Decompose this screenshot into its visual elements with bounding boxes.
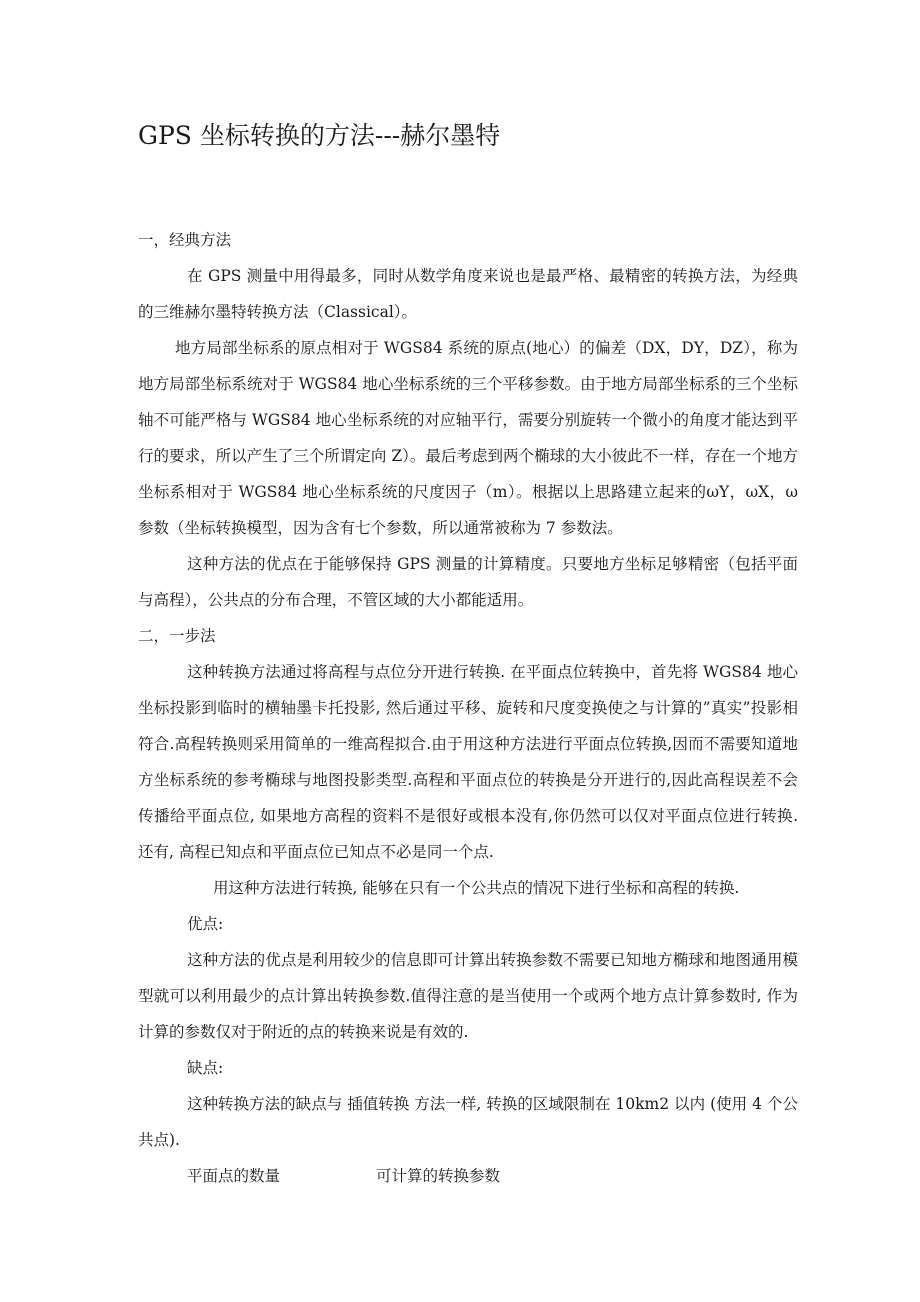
section-heading-one-step: 二，一步法	[138, 627, 216, 645]
section-heading-classical: 一，经典方法	[138, 231, 232, 249]
table-header-point-count: 平面点的数量	[187, 1167, 281, 1185]
table-header-parameters: 可计算的转换参数	[376, 1167, 501, 1185]
paragraph-classical-advantage: 这种方法的优点在于能够保持 GPS 测量的计算精度。只要地方坐标足够精密（包括平面与高程），公共点的分布合理，不管区域的大小都能适用。	[138, 555, 798, 609]
paragraph-classical-parameters: 地方局部坐标系的原点相对于 WGS84 系统的原点(地心）的偏差（DX，DY，DZ），称为地方局部坐标系统对于 WGS84 地心坐标系统的三个平移参数。由于地方局部坐标系的三个坐标轴不可能严格与 WGS84 地心坐标系统的对应轴平行，需要分别旋转一个微小的角度才能达到平行的要求，所以产生了三个所谓定向 Z）。最后考虑到两个椭球的大小彼此不一样，存在一个地方坐标系相对于 WGS84 地心坐标系统的尺度因子（m）。根据以上思路建立起来的ωY，ωX，ω参数（坐标转换模型，因为含有七个参数，所以通常被称为 7 参数法。	[138, 339, 798, 537]
table-header-row	[138, 1158, 798, 1194]
cons-label: 缺点:	[187, 1059, 224, 1077]
document-title: GPS 坐标转换的方法---赫尔墨特	[138, 121, 501, 150]
paragraph-classical-intro: 在 GPS 测量中用得最多，同时从数学角度来说也是最严格、最精密的转换方法，为经典的三维赫尔墨特转换方法（Classical）。	[138, 267, 798, 321]
pros-label: 优点:	[187, 915, 224, 933]
paragraph-one-step-single-point: 用这种方法进行转换, 能够在只有一个公共点的情况下进行坐标和高程的转换.	[213, 879, 740, 897]
paragraph-one-step-description: 这种转换方法通过将高程与点位分开进行转换. 在平面点位转换中，首先将 WGS84 地心坐标投影到临时的横轴墨卡托投影, 然后通过平移、旋转和尺度变换使之与计算的”真实”投影相符合.高程转换则采用简单的一维高程拟合.由于用这种方法进行平面点位转换,因而不需要知道地方坐标系统的参考椭球与地图投影类型.高程和平面点位的转换是分开进行的,因此高程误差不会传播给平面点位, 如果地方高程的资料不是很好或根本没有,你仍然可以仅对平面点位进行转换. 还有, 高程已知点和平面点位已知点不必是同一个点.	[138, 663, 798, 861]
paragraph-cons: 这种转换方法的缺点与 插值转换 方法一样, 转换的区域限制在 10km2 以内 (使用 4 个公共点).	[138, 1095, 798, 1149]
paragraph-pros: 这种方法的优点是利用较少的信息即可计算出转换参数不需要已知地方椭球和地图通用模型就可以利用最少的点计算出转换参数.值得注意的是当使用一个或两个地方点计算参数时, 作为计算的参数仅对于附近的点的转换来说是有效的.	[138, 951, 798, 1041]
document-body	[138, 222, 798, 1194]
